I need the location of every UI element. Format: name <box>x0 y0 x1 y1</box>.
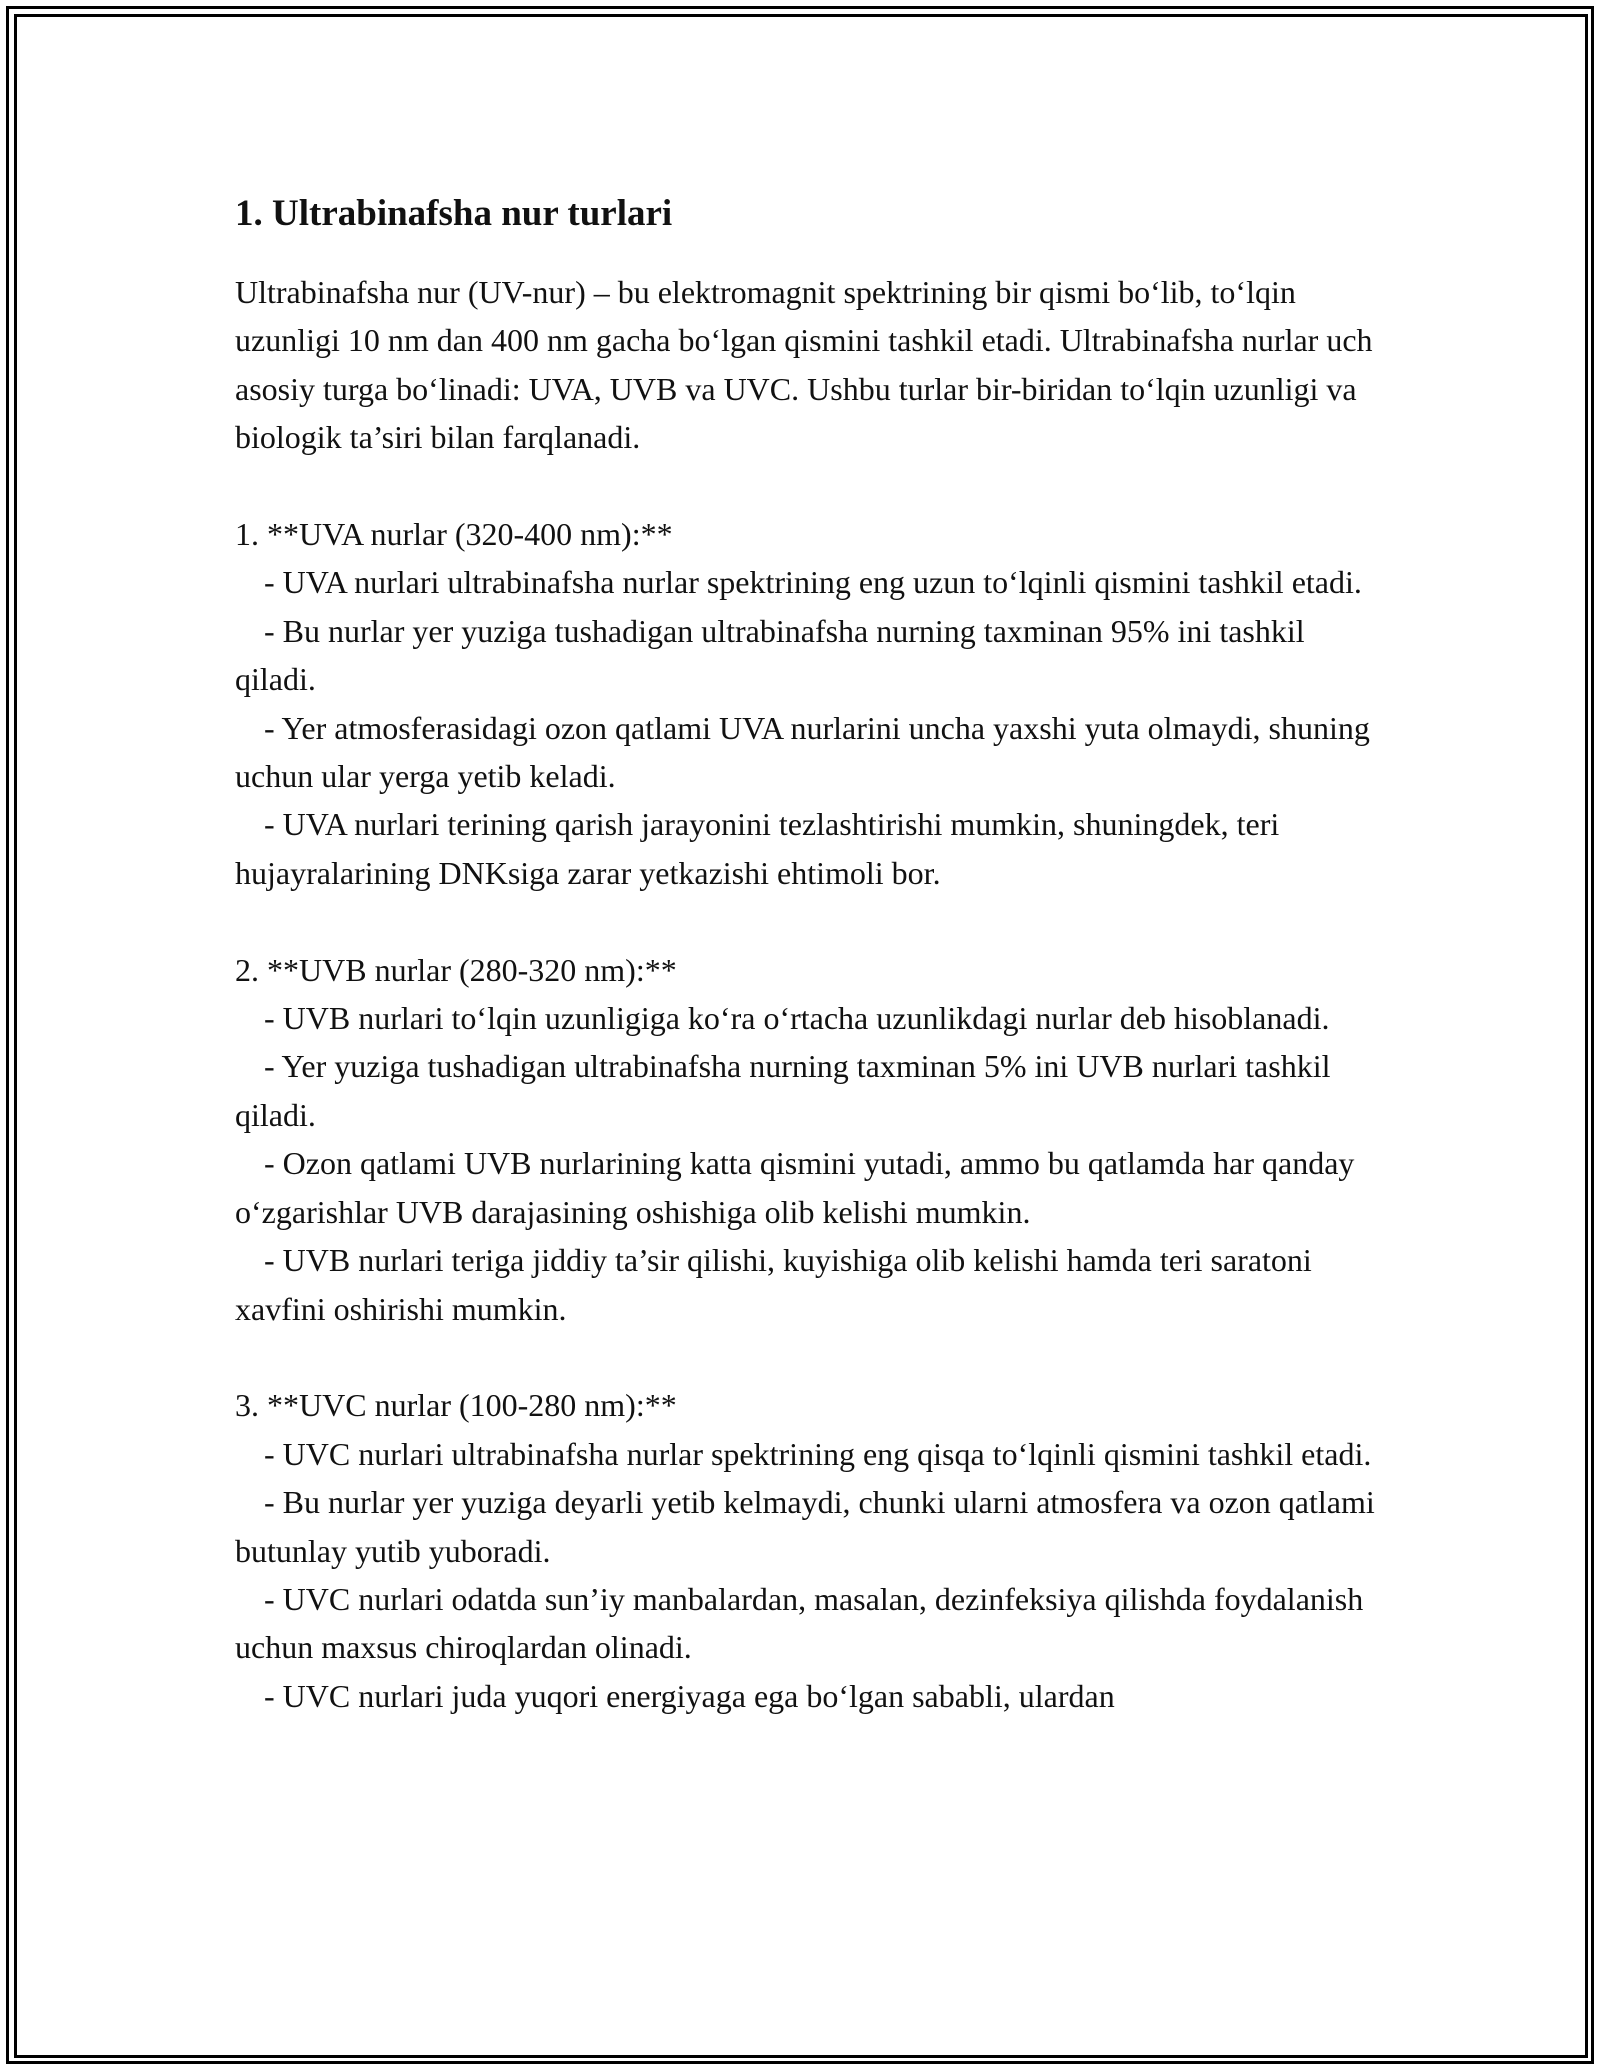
spacer <box>235 897 1375 945</box>
uvb-bullet-1: - UVB nurlari to‘lqin uzunligiga ko‘ra o‘rtacha uzunlikdagi nurlar deb hisoblanadi. <box>264 1000 1330 1037</box>
spacer <box>235 1333 1375 1381</box>
spacer <box>235 462 1375 510</box>
document-content <box>235 190 1375 1720</box>
uva-title: 1. **UVA nurlar (320-400 nm):** <box>235 516 673 553</box>
uvb-bullet-4: - UVB nurlari teriga jiddiy ta’sir qilishi, kuyishiga olib kelishi hamda teri saratoni xavfini oshirishi mumkin. <box>235 1242 1312 1327</box>
section-heading: 1. Ultrabinafsha nur turlari <box>235 193 673 234</box>
uvb-section <box>235 946 1375 1333</box>
uvb-title: 2. **UVB nurlar (280-320 nm):** <box>235 951 677 988</box>
uvc-title: 3. **UVC nurlar (100-280 nm):** <box>235 1387 677 1424</box>
uva-section <box>235 510 1375 897</box>
uva-bullet-1: - UVA nurlari ultrabinafsha nurlar spektrining eng uzun to‘lqinli qismini tashkil etadi. <box>264 564 1362 601</box>
uva-bullet-4: - UVA nurlari terining qarish jarayonini tezlashtirishi mumkin, shuningdek, teri hujayralarining DNKsiga zarar yetkazishi ehtimoli bor. <box>235 806 1280 891</box>
uvc-bullet-1: - UVC nurlari ultrabinafsha nurlar spektrining eng qisqa to‘lqinli qismini tashkil etadi. <box>264 1435 1372 1472</box>
uvc-bullet-2: - Bu nurlar yer yuziga deyarli yetib kelmaydi, chunki ularni atmosfera va ozon qatlami butunlay yutib yuboradi. <box>235 1484 1375 1569</box>
uvb-bullet-3: - Ozon qatlami UVB nurlarining katta qismini yutadi, ammo bu qatlamda har qanday o‘zgarishlar UVB darajasining oshishiga olib kelishi mumkin. <box>235 1145 1355 1230</box>
uva-bullet-2: - Bu nurlar yer yuziga tushadigan ultrabinafsha nurning taxminan 95% ini tashkil qiladi. <box>235 612 1305 698</box>
uvc-bullet-4: - UVC nurlari juda yuqori energiyaga ega bo‘lgan sababli, ulardan <box>264 1677 1115 1714</box>
intro-paragraph: Ultrabinafsha nur (UV-nur) – bu elektromagnit spektrining bir qismi bo‘lib, to‘lqin uzunligi 10 nm dan 400 nm gacha bo‘lgan qismini tashkil etadi. Ultrabinafsha nurlar uch asosiy turga bo‘linadi: UVA, UVB va UVC. Ushbu turlar bir-biridan to‘lqin uzunligi va biologik ta’siri bilan farqlanadi. <box>235 274 1373 456</box>
uvc-bullet-3: - UVC nurlari odatda sun’iy manbalardan, masalan, dezinfeksiya qilishda foydalanish uchun maxsus chiroqlardan olinadi. <box>235 1580 1364 1666</box>
uvc-section <box>235 1381 1375 1720</box>
uva-bullet-3: - Yer atmosferasidagi ozon qatlami UVA nurlarini uncha yaxshi yuta olmaydi, shuning uchun ular yerga yetib keladi. <box>235 709 1370 795</box>
uvb-bullet-2: - Yer yuziga tushadigan ultrabinafsha nurning taxminan 5% ini UVB nurlari tashkil qiladi. <box>235 1048 1331 1133</box>
